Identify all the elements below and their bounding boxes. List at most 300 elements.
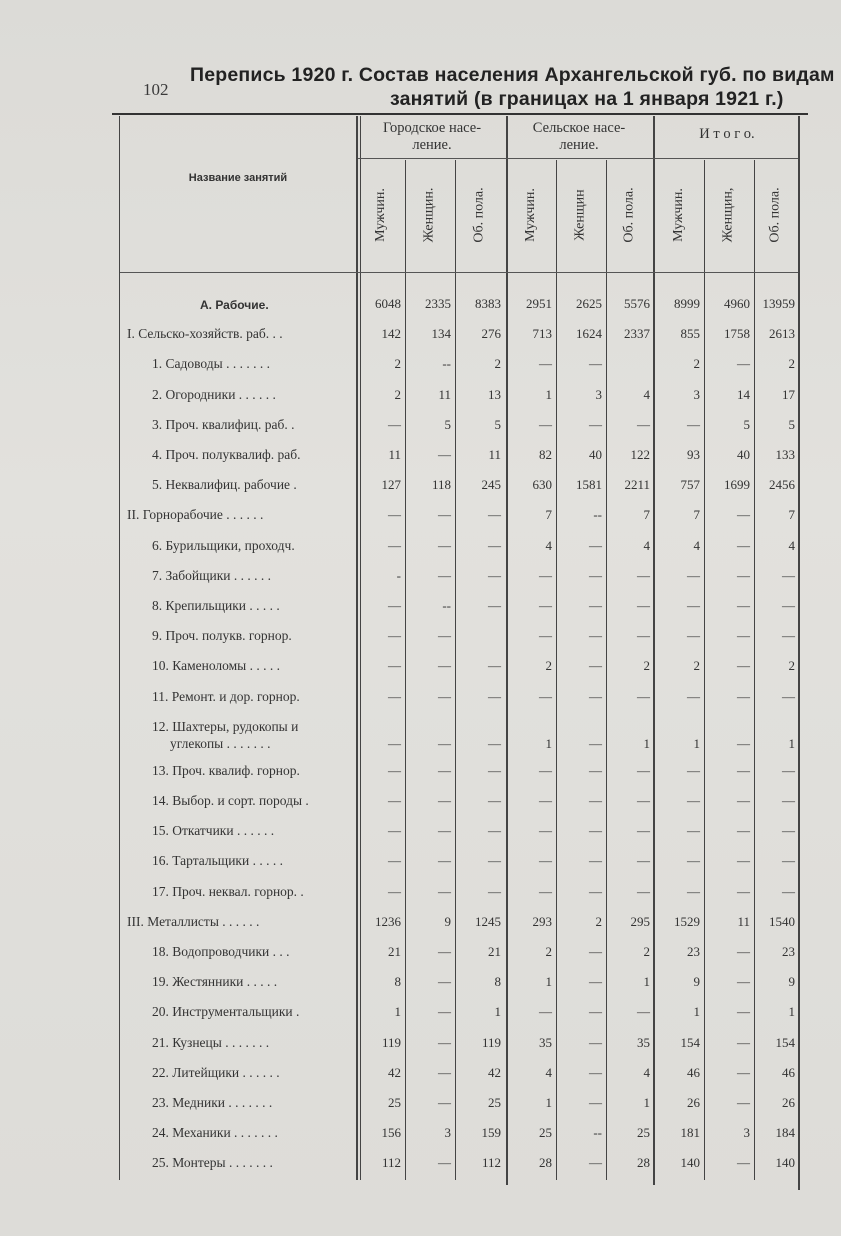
table-cell: — bbox=[687, 628, 700, 644]
occupation-name: 9. Проч. полукв. горнор. bbox=[152, 628, 292, 644]
table-cell: 21 bbox=[488, 944, 501, 959]
table-cell: — bbox=[782, 793, 795, 808]
table-cell: 2 bbox=[545, 658, 552, 674]
table-cell: 1 bbox=[788, 735, 795, 751]
table-cell: — bbox=[782, 598, 795, 613]
table-cell: — bbox=[737, 762, 750, 778]
occupation-name: 17. Проч. неквал. горнор. . bbox=[152, 883, 304, 899]
table-cell: 2 bbox=[394, 356, 401, 372]
table-cell: — bbox=[589, 1155, 602, 1171]
table-cell: — bbox=[388, 883, 401, 899]
table-cell: — bbox=[782, 567, 795, 583]
table-cell: — bbox=[388, 823, 401, 839]
table-cell: 26 bbox=[687, 1095, 700, 1110]
table-cell: 14 bbox=[737, 386, 750, 402]
column-subheader bbox=[606, 160, 653, 270]
grid-line bbox=[358, 158, 798, 159]
table-cell: 112 bbox=[481, 1155, 501, 1171]
occupation-name: 11. Ремонт. и дор. горнор. bbox=[152, 688, 300, 704]
table-cell: 6048 bbox=[375, 296, 401, 311]
table-cell: — bbox=[539, 1004, 552, 1020]
table-cell: — bbox=[782, 823, 795, 839]
table-cell: — bbox=[438, 1155, 451, 1171]
table-cell: — bbox=[438, 823, 451, 839]
occupation-name: 22. Литейщики . . . . . . bbox=[152, 1064, 280, 1080]
column-subheader bbox=[358, 160, 404, 270]
table-cell: 1 bbox=[643, 735, 650, 751]
table-cell: 140 bbox=[680, 1155, 700, 1171]
total-header bbox=[654, 126, 800, 143]
table-cell: — bbox=[589, 974, 602, 990]
table-cell: 630 bbox=[532, 477, 552, 493]
table-cell: — bbox=[488, 793, 501, 808]
table-cell: — bbox=[488, 823, 501, 839]
table-row bbox=[0, 654, 841, 684]
table-cell: — bbox=[388, 735, 401, 751]
table-cell: 4 bbox=[545, 537, 552, 553]
table-cell: — bbox=[589, 1004, 602, 1020]
table-cell: 2625 bbox=[576, 296, 602, 311]
column-subheader-label: Об. пола. bbox=[768, 187, 783, 243]
table-cell: -- bbox=[442, 598, 451, 613]
table-cell: 1581 bbox=[576, 477, 602, 493]
table-cell: — bbox=[589, 1095, 602, 1110]
table-row bbox=[0, 819, 841, 849]
table-cell: 293 bbox=[532, 913, 552, 929]
column-subheader bbox=[704, 160, 753, 270]
column-subheader-label: Женщин. bbox=[421, 187, 437, 243]
table-cell: 713 bbox=[532, 326, 552, 342]
table-cell: 3 bbox=[693, 386, 700, 402]
table-cell: — bbox=[687, 762, 700, 778]
occupation-name: 25. Монтеры . . . . . . . bbox=[152, 1155, 273, 1171]
top-rule bbox=[112, 113, 808, 115]
table-cell: — bbox=[637, 416, 650, 432]
table-cell: 82 bbox=[539, 447, 552, 462]
table-cell: — bbox=[438, 1095, 451, 1110]
table-cell: — bbox=[488, 853, 501, 869]
table-cell: — bbox=[737, 507, 750, 523]
table-cell: 35 bbox=[637, 1034, 650, 1050]
table-cell: 154 bbox=[680, 1034, 700, 1050]
table-cell: — bbox=[687, 853, 700, 869]
table-row bbox=[0, 685, 841, 715]
table-cell: — bbox=[539, 688, 552, 704]
table-cell: — bbox=[438, 1064, 451, 1080]
table-cell: 42 bbox=[388, 1064, 401, 1080]
table-cell: — bbox=[637, 823, 650, 839]
table-cell: — bbox=[637, 1004, 650, 1020]
table-cell: — bbox=[589, 1064, 602, 1080]
table-cell: — bbox=[539, 823, 552, 839]
table-cell: — bbox=[687, 883, 700, 899]
group-label: Городское насе- bbox=[382, 120, 482, 136]
table-cell: 2 bbox=[494, 356, 501, 372]
group-label: И т о г о. bbox=[699, 126, 755, 142]
table-cell: — bbox=[488, 598, 501, 613]
occupation-name: А. Рабочие. bbox=[200, 298, 269, 312]
table-cell: 142 bbox=[381, 326, 401, 342]
table-cell: 5 bbox=[494, 416, 501, 432]
table-cell: — bbox=[438, 853, 451, 869]
table-row bbox=[0, 1031, 841, 1061]
table-cell: — bbox=[589, 628, 602, 644]
table-cell: 1 bbox=[693, 735, 700, 751]
table-row bbox=[0, 322, 841, 352]
table-cell: 3 bbox=[595, 386, 602, 402]
table-cell: — bbox=[388, 598, 401, 613]
table-cell: 1 bbox=[545, 1095, 552, 1110]
table-cell: — bbox=[687, 688, 700, 704]
column-subheader bbox=[455, 160, 504, 270]
table-cell: 757 bbox=[680, 477, 700, 493]
table-cell: 112 bbox=[381, 1155, 401, 1171]
table-cell: — bbox=[737, 735, 750, 751]
table-cell: 5 bbox=[444, 416, 451, 432]
table-cell: 21 bbox=[388, 944, 401, 959]
table-cell: — bbox=[737, 598, 750, 613]
table-row bbox=[0, 1151, 841, 1181]
table-cell: — bbox=[388, 688, 401, 704]
table-cell: 35 bbox=[539, 1034, 552, 1050]
table-cell: — bbox=[782, 883, 795, 899]
page-title: Перепись 1920 г. Состав населения Архангельской губ. по видам bbox=[190, 64, 835, 86]
table-cell: — bbox=[589, 762, 602, 778]
table-cell: 9 bbox=[693, 974, 700, 990]
table-cell: 1 bbox=[788, 1004, 795, 1020]
table-cell: 140 bbox=[775, 1155, 795, 1171]
table-cell: -- bbox=[442, 356, 451, 372]
table-cell: — bbox=[539, 853, 552, 869]
table-cell: — bbox=[488, 735, 501, 751]
table-cell: 2951 bbox=[526, 296, 552, 311]
table-cell: 11 bbox=[388, 447, 401, 462]
table-row bbox=[0, 443, 841, 473]
table-cell: 2 bbox=[545, 944, 552, 959]
column-subheader bbox=[654, 160, 703, 270]
occupation-name-continued: углекопы . . . . . . . bbox=[170, 735, 271, 751]
table-cell: 184 bbox=[775, 1125, 795, 1141]
table-cell: — bbox=[589, 1034, 602, 1050]
table-cell: 2211 bbox=[624, 477, 650, 493]
table-cell: — bbox=[539, 356, 552, 372]
table-cell: 2 bbox=[788, 356, 795, 372]
table-cell: — bbox=[737, 1064, 750, 1080]
table-cell: 134 bbox=[431, 326, 451, 342]
table-cell: 40 bbox=[589, 447, 602, 462]
table-cell: 4 bbox=[545, 1064, 552, 1080]
table-cell: — bbox=[539, 567, 552, 583]
table-cell: 4 bbox=[643, 1064, 650, 1080]
table-cell: 2 bbox=[788, 658, 795, 674]
occupation-name: 19. Жестянники . . . . . bbox=[152, 974, 278, 990]
table-cell: — bbox=[737, 567, 750, 583]
table-cell: 2337 bbox=[624, 326, 650, 342]
column-subheader-label: Об. пола. bbox=[621, 187, 637, 243]
urban-population-header bbox=[358, 120, 506, 154]
table-cell: — bbox=[438, 1004, 451, 1020]
occupation-name: 8. Крепильщики . . . . . bbox=[152, 598, 280, 613]
table-cell: — bbox=[637, 598, 650, 613]
table-cell: 46 bbox=[782, 1064, 795, 1080]
group-label: ление. bbox=[559, 137, 599, 153]
occupation-name: 20. Инструментальщики . bbox=[152, 1004, 300, 1020]
column-subheader-label: Женщин bbox=[572, 189, 588, 241]
table-cell: 295 bbox=[630, 913, 650, 929]
table-cell: — bbox=[737, 1004, 750, 1020]
table-cell: 5 bbox=[743, 416, 750, 432]
occupation-name: 12. Шахтеры, рудокопы и bbox=[152, 718, 299, 734]
table-cell: — bbox=[589, 883, 602, 899]
table-cell: — bbox=[438, 762, 451, 778]
table-cell: — bbox=[488, 567, 501, 583]
table-cell: — bbox=[737, 1155, 750, 1171]
table-cell: — bbox=[438, 507, 451, 523]
table-cell: — bbox=[488, 658, 501, 674]
table-cell: 276 bbox=[481, 326, 501, 342]
table-row bbox=[0, 970, 841, 1000]
occupation-name: 1. Садоводы . . . . . . . bbox=[152, 356, 270, 372]
table-cell: — bbox=[737, 688, 750, 704]
column-subheader-label: Мужчин. bbox=[373, 188, 389, 242]
table-cell: — bbox=[388, 628, 401, 644]
table-cell: — bbox=[737, 1095, 750, 1110]
table-cell: 3 bbox=[444, 1125, 451, 1141]
table-cell: — bbox=[488, 507, 501, 523]
table-row bbox=[0, 292, 841, 322]
occupation-name: 6. Бурильщики, проходч. bbox=[152, 537, 295, 553]
table-cell: — bbox=[637, 567, 650, 583]
table-cell: — bbox=[488, 537, 501, 553]
table-cell: — bbox=[637, 688, 650, 704]
table-cell: 4 bbox=[693, 537, 700, 553]
table-cell: 2 bbox=[643, 944, 650, 959]
table-cell: 93 bbox=[687, 447, 700, 462]
table-cell: 122 bbox=[630, 447, 650, 462]
column-subheader-label: Мужчин. bbox=[522, 188, 538, 242]
table-cell: — bbox=[637, 853, 650, 869]
table-row bbox=[0, 910, 841, 940]
table-cell: 17 bbox=[782, 386, 795, 402]
table-cell: 2 bbox=[394, 386, 401, 402]
table-cell: 2456 bbox=[769, 477, 795, 493]
table-cell: — bbox=[438, 793, 451, 808]
table-cell: 1 bbox=[545, 386, 552, 402]
table-cell: — bbox=[539, 416, 552, 432]
table-cell: — bbox=[589, 735, 602, 751]
occupation-name: 7. Забойщики . . . . . . bbox=[152, 567, 272, 583]
table-cell: — bbox=[438, 974, 451, 990]
table-cell: 2 bbox=[693, 658, 700, 674]
table-cell: 5576 bbox=[624, 296, 650, 311]
table-cell: 4960 bbox=[724, 296, 750, 311]
occupation-name: 18. Водопроводчики . . . bbox=[152, 944, 290, 959]
table-row bbox=[0, 352, 841, 382]
table-cell: — bbox=[737, 628, 750, 644]
table-cell: 2613 bbox=[769, 326, 795, 342]
table-cell: 1624 bbox=[576, 326, 602, 342]
table-cell: 127 bbox=[381, 477, 401, 493]
table-cell: — bbox=[737, 883, 750, 899]
table-cell: — bbox=[589, 567, 602, 583]
table-cell: 25 bbox=[488, 1095, 501, 1110]
table-cell: 2 bbox=[693, 356, 700, 372]
table-cell: — bbox=[687, 598, 700, 613]
table-cell: 8383 bbox=[475, 296, 501, 311]
page-number: 102 bbox=[143, 80, 169, 99]
column-subheader-label: Женщин, bbox=[720, 187, 736, 243]
table-cell: — bbox=[687, 793, 700, 808]
table-cell: — bbox=[637, 762, 650, 778]
table-row bbox=[0, 594, 841, 624]
table-cell: — bbox=[539, 762, 552, 778]
table-cell: 181 bbox=[680, 1125, 700, 1141]
table-cell: 1 bbox=[494, 1004, 501, 1020]
table-cell: — bbox=[388, 537, 401, 553]
occupation-name: 21. Кузнецы . . . . . . . bbox=[152, 1034, 270, 1050]
occupation-name: 16. Тартальщики . . . . . bbox=[152, 853, 283, 869]
table-row bbox=[0, 534, 841, 564]
table-cell: 1540 bbox=[769, 913, 795, 929]
table-cell: 2 bbox=[595, 913, 602, 929]
column-subheader bbox=[506, 160, 555, 270]
table-cell: — bbox=[737, 974, 750, 990]
table-cell: 23 bbox=[687, 944, 700, 959]
table-cell: 13 bbox=[488, 386, 501, 402]
table-cell: — bbox=[388, 793, 401, 808]
table-cell: — bbox=[539, 793, 552, 808]
table-cell: — bbox=[637, 628, 650, 644]
table-cell: 28 bbox=[637, 1155, 650, 1171]
table-row bbox=[0, 789, 841, 819]
table-cell: 11 bbox=[438, 386, 451, 402]
table-cell: — bbox=[388, 658, 401, 674]
table-cell: 154 bbox=[775, 1034, 795, 1050]
table-cell: — bbox=[637, 793, 650, 808]
occupation-name: III. Металлисты . . . . . . bbox=[127, 913, 260, 929]
table-cell: — bbox=[737, 793, 750, 808]
table-cell: — bbox=[438, 447, 451, 462]
column-subheader bbox=[556, 160, 605, 270]
table-cell: -- bbox=[593, 1125, 602, 1141]
table-cell: — bbox=[539, 628, 552, 644]
group-label: ление. bbox=[412, 137, 452, 153]
table-cell: — bbox=[737, 1034, 750, 1050]
table-cell: 9 bbox=[444, 913, 451, 929]
table-cell: 156 bbox=[381, 1125, 401, 1141]
table-cell: 42 bbox=[488, 1064, 501, 1080]
table-cell: 1758 bbox=[724, 326, 750, 342]
occupation-name: 13. Проч. квалиф. горнор. bbox=[152, 762, 300, 778]
table-cell: — bbox=[589, 658, 602, 674]
occupation-name: 10. Каменоломы . . . . . bbox=[152, 658, 280, 674]
table-row bbox=[0, 473, 841, 503]
occupation-name: 4. Проч. полуквалиф. раб. bbox=[152, 447, 301, 462]
table-cell: — bbox=[687, 823, 700, 839]
table-cell: — bbox=[388, 853, 401, 869]
table-cell: 25 bbox=[388, 1095, 401, 1110]
table-cell: 26 bbox=[782, 1095, 795, 1110]
table-cell: 119 bbox=[481, 1034, 501, 1050]
table-cell: -- bbox=[593, 507, 602, 523]
table-cell: — bbox=[782, 762, 795, 778]
table-row bbox=[0, 383, 841, 413]
occupation-name: 15. Откатчики . . . . . . bbox=[152, 823, 275, 839]
occupation-name: 2. Огородники . . . . . . bbox=[152, 386, 276, 402]
table-cell: 13959 bbox=[762, 296, 795, 311]
table-cell: — bbox=[539, 883, 552, 899]
table-cell: — bbox=[782, 853, 795, 869]
table-cell: 159 bbox=[481, 1125, 501, 1141]
table-cell: 1 bbox=[693, 1004, 700, 1020]
table-cell: 7 bbox=[643, 507, 650, 523]
table-cell: — bbox=[737, 944, 750, 959]
table-cell: 25 bbox=[539, 1125, 552, 1141]
occupation-name: I. Сельско-хозяйств. раб. . . bbox=[127, 326, 283, 342]
table-cell: 1 bbox=[545, 735, 552, 751]
table-cell: — bbox=[388, 762, 401, 778]
table-cell: 7 bbox=[788, 507, 795, 523]
table-cell: 3 bbox=[743, 1125, 750, 1141]
table-cell: 5 bbox=[788, 416, 795, 432]
table-cell: — bbox=[687, 416, 700, 432]
table-cell: 2335 bbox=[425, 296, 451, 311]
table-cell: 1 bbox=[643, 974, 650, 990]
table-cell: — bbox=[737, 356, 750, 372]
table-cell: — bbox=[488, 883, 501, 899]
occupation-name: II. Горнорабочие . . . . . . bbox=[127, 507, 264, 523]
table-row bbox=[0, 940, 841, 970]
table-row bbox=[0, 849, 841, 879]
table-cell: — bbox=[589, 356, 602, 372]
table-row bbox=[0, 624, 841, 654]
table-cell: — bbox=[589, 853, 602, 869]
table-cell: — bbox=[589, 823, 602, 839]
table-row bbox=[0, 564, 841, 594]
occupation-name: 24. Механики . . . . . . . bbox=[152, 1125, 278, 1141]
table-cell: 1 bbox=[545, 974, 552, 990]
table-cell: — bbox=[589, 598, 602, 613]
table-cell: 4 bbox=[643, 386, 650, 402]
table-row bbox=[0, 715, 841, 759]
table-cell: — bbox=[438, 1034, 451, 1050]
table-cell: 4 bbox=[643, 537, 650, 553]
table-cell: 8 bbox=[494, 974, 501, 990]
rural-population-header bbox=[506, 120, 652, 154]
occupation-name: 14. Выбор. и сорт. породы . bbox=[152, 793, 309, 808]
table-cell: 8 bbox=[394, 974, 401, 990]
table-cell: — bbox=[737, 658, 750, 674]
occupation-name: 23. Медники . . . . . . . bbox=[152, 1095, 273, 1110]
table-cell: 1245 bbox=[475, 913, 501, 929]
table-cell: 28 bbox=[539, 1155, 552, 1171]
column-subheader-label: Мужчин. bbox=[670, 188, 686, 242]
table-cell: — bbox=[687, 567, 700, 583]
table-cell: — bbox=[438, 537, 451, 553]
occupation-name: 5. Неквалифиц. рабочие . bbox=[152, 477, 297, 493]
table-cell: 11 bbox=[737, 913, 750, 929]
table-row bbox=[0, 1000, 841, 1030]
table-cell: 2 bbox=[643, 658, 650, 674]
table-cell: 7 bbox=[693, 507, 700, 523]
grid-line bbox=[120, 272, 798, 273]
table-cell: — bbox=[637, 883, 650, 899]
table-cell: 40 bbox=[737, 447, 750, 462]
table-cell: 118 bbox=[431, 477, 451, 493]
table-row bbox=[0, 759, 841, 789]
table-row bbox=[0, 1061, 841, 1091]
table-cell: — bbox=[539, 598, 552, 613]
